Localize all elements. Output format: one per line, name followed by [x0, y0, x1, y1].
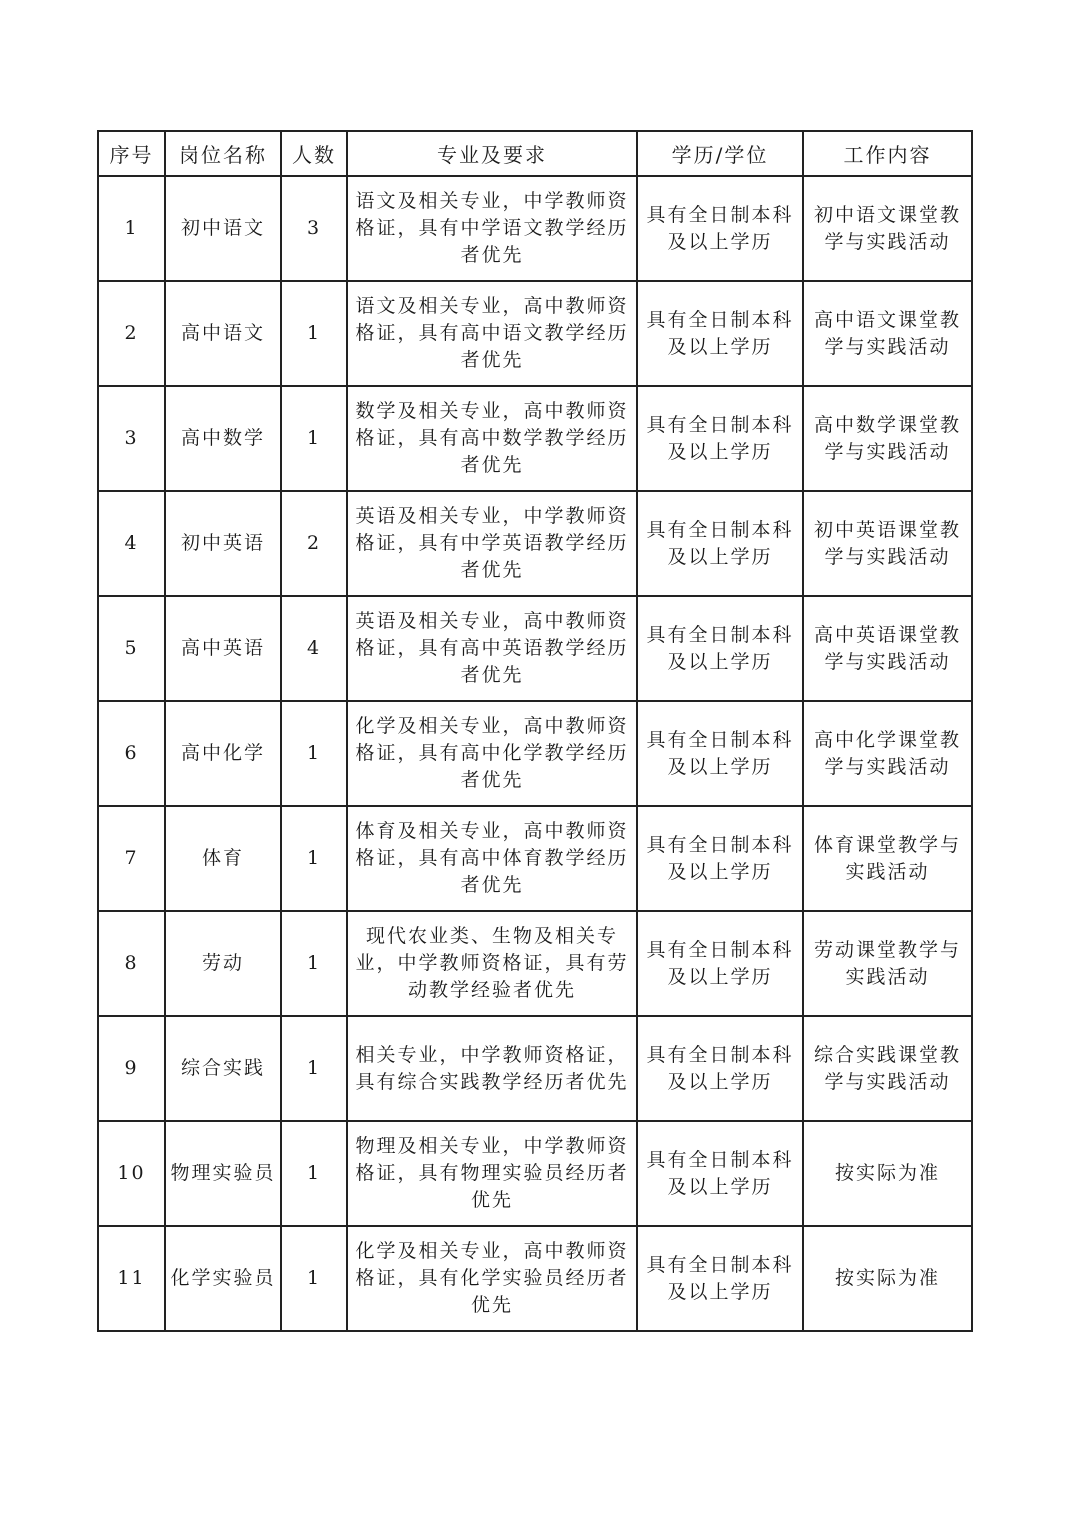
cell-education: 具有全日制本科及以上学历	[637, 1016, 803, 1121]
cell-education: 具有全日制本科及以上学历	[637, 701, 803, 806]
cell-requirements: 英语及相关专业，高中教师资格证，具有高中英语教学经历者优先	[347, 596, 637, 701]
table-row	[98, 806, 972, 911]
cell-duties: 劳动课堂教学与实践活动	[803, 911, 972, 1016]
cell-count: 1	[281, 281, 347, 386]
cell-no: 1	[98, 176, 165, 281]
cell-education: 具有全日制本科及以上学历	[637, 386, 803, 491]
header-count: 人数	[281, 131, 347, 176]
cell-position: 劳动	[165, 911, 281, 1016]
cell-education: 具有全日制本科及以上学历	[637, 806, 803, 911]
table-header-row	[98, 131, 972, 176]
cell-position: 高中语文	[165, 281, 281, 386]
cell-count: 1	[281, 1121, 347, 1226]
cell-position: 高中数学	[165, 386, 281, 491]
cell-position: 化学实验员	[165, 1226, 281, 1331]
cell-duties: 综合实践课堂教学与实践活动	[803, 1016, 972, 1121]
cell-no: 4	[98, 491, 165, 596]
cell-education: 具有全日制本科及以上学历	[637, 176, 803, 281]
cell-duties: 按实际为准	[803, 1121, 972, 1226]
cell-requirements: 相关专业，中学教师资格证，具有综合实践教学经历者优先	[347, 1016, 637, 1121]
document-page	[97, 130, 971, 1332]
cell-duties: 高中语文课堂教学与实践活动	[803, 281, 972, 386]
cell-requirements: 化学及相关专业，高中教师资格证，具有高中化学教学经历者优先	[347, 701, 637, 806]
cell-duties: 高中数学课堂教学与实践活动	[803, 386, 972, 491]
cell-duties: 按实际为准	[803, 1226, 972, 1331]
table-row	[98, 176, 972, 281]
cell-education: 具有全日制本科及以上学历	[637, 281, 803, 386]
header-requirements: 专业及要求	[347, 131, 637, 176]
table-row	[98, 701, 972, 806]
table-row	[98, 1121, 972, 1226]
cell-requirements: 物理及相关专业，中学教师资格证，具有物理实验员经历者优先	[347, 1121, 637, 1226]
cell-count: 1	[281, 701, 347, 806]
cell-education: 具有全日制本科及以上学历	[637, 1121, 803, 1226]
cell-no: 6	[98, 701, 165, 806]
cell-duties: 初中英语课堂教学与实践活动	[803, 491, 972, 596]
table-row	[98, 596, 972, 701]
table-row	[98, 1016, 972, 1121]
cell-no: 5	[98, 596, 165, 701]
cell-education: 具有全日制本科及以上学历	[637, 911, 803, 1016]
table-row	[98, 491, 972, 596]
table-row	[98, 1226, 972, 1331]
table-row	[98, 281, 972, 386]
cell-no: 7	[98, 806, 165, 911]
cell-requirements: 现代农业类、生物及相关专业，中学教师资格证，具有劳动教学经验者优先	[347, 911, 637, 1016]
cell-position: 综合实践	[165, 1016, 281, 1121]
cell-count: 3	[281, 176, 347, 281]
cell-no: 2	[98, 281, 165, 386]
cell-duties: 体育课堂教学与实践活动	[803, 806, 972, 911]
cell-no: 10	[98, 1121, 165, 1226]
cell-education: 具有全日制本科及以上学历	[637, 491, 803, 596]
cell-position: 高中化学	[165, 701, 281, 806]
cell-no: 11	[98, 1226, 165, 1331]
cell-position: 初中语文	[165, 176, 281, 281]
cell-duties: 高中英语课堂教学与实践活动	[803, 596, 972, 701]
cell-count: 1	[281, 911, 347, 1016]
cell-requirements: 化学及相关专业，高中教师资格证，具有化学实验员经历者优先	[347, 1226, 637, 1331]
cell-position: 体育	[165, 806, 281, 911]
header-no: 序号	[98, 131, 165, 176]
cell-position: 物理实验员	[165, 1121, 281, 1226]
cell-education: 具有全日制本科及以上学历	[637, 596, 803, 701]
cell-requirements: 语文及相关专业，高中教师资格证，具有高中语文教学经历者优先	[347, 281, 637, 386]
header-position: 岗位名称	[165, 131, 281, 176]
cell-duties: 高中化学课堂教学与实践活动	[803, 701, 972, 806]
cell-count: 4	[281, 596, 347, 701]
cell-position: 初中英语	[165, 491, 281, 596]
table-row	[98, 386, 972, 491]
cell-duties: 初中语文课堂教学与实践活动	[803, 176, 972, 281]
cell-no: 9	[98, 1016, 165, 1121]
cell-count: 1	[281, 806, 347, 911]
cell-count: 2	[281, 491, 347, 596]
header-duties: 工作内容	[803, 131, 972, 176]
cell-no: 8	[98, 911, 165, 1016]
table-row	[98, 911, 972, 1016]
cell-requirements: 语文及相关专业，中学教师资格证，具有中学语文教学经历者优先	[347, 176, 637, 281]
cell-count: 1	[281, 386, 347, 491]
cell-no: 3	[98, 386, 165, 491]
cell-requirements: 体育及相关专业，高中教师资格证，具有高中体育教学经历者优先	[347, 806, 637, 911]
cell-position: 高中英语	[165, 596, 281, 701]
cell-requirements: 英语及相关专业，中学教师资格证，具有中学英语教学经历者优先	[347, 491, 637, 596]
cell-education: 具有全日制本科及以上学历	[637, 1226, 803, 1331]
header-education: 学历/学位	[637, 131, 803, 176]
cell-count: 1	[281, 1016, 347, 1121]
cell-count: 1	[281, 1226, 347, 1331]
positions-table	[97, 130, 973, 1332]
cell-requirements: 数学及相关专业，高中教师资格证，具有高中数学教学经历者优先	[347, 386, 637, 491]
